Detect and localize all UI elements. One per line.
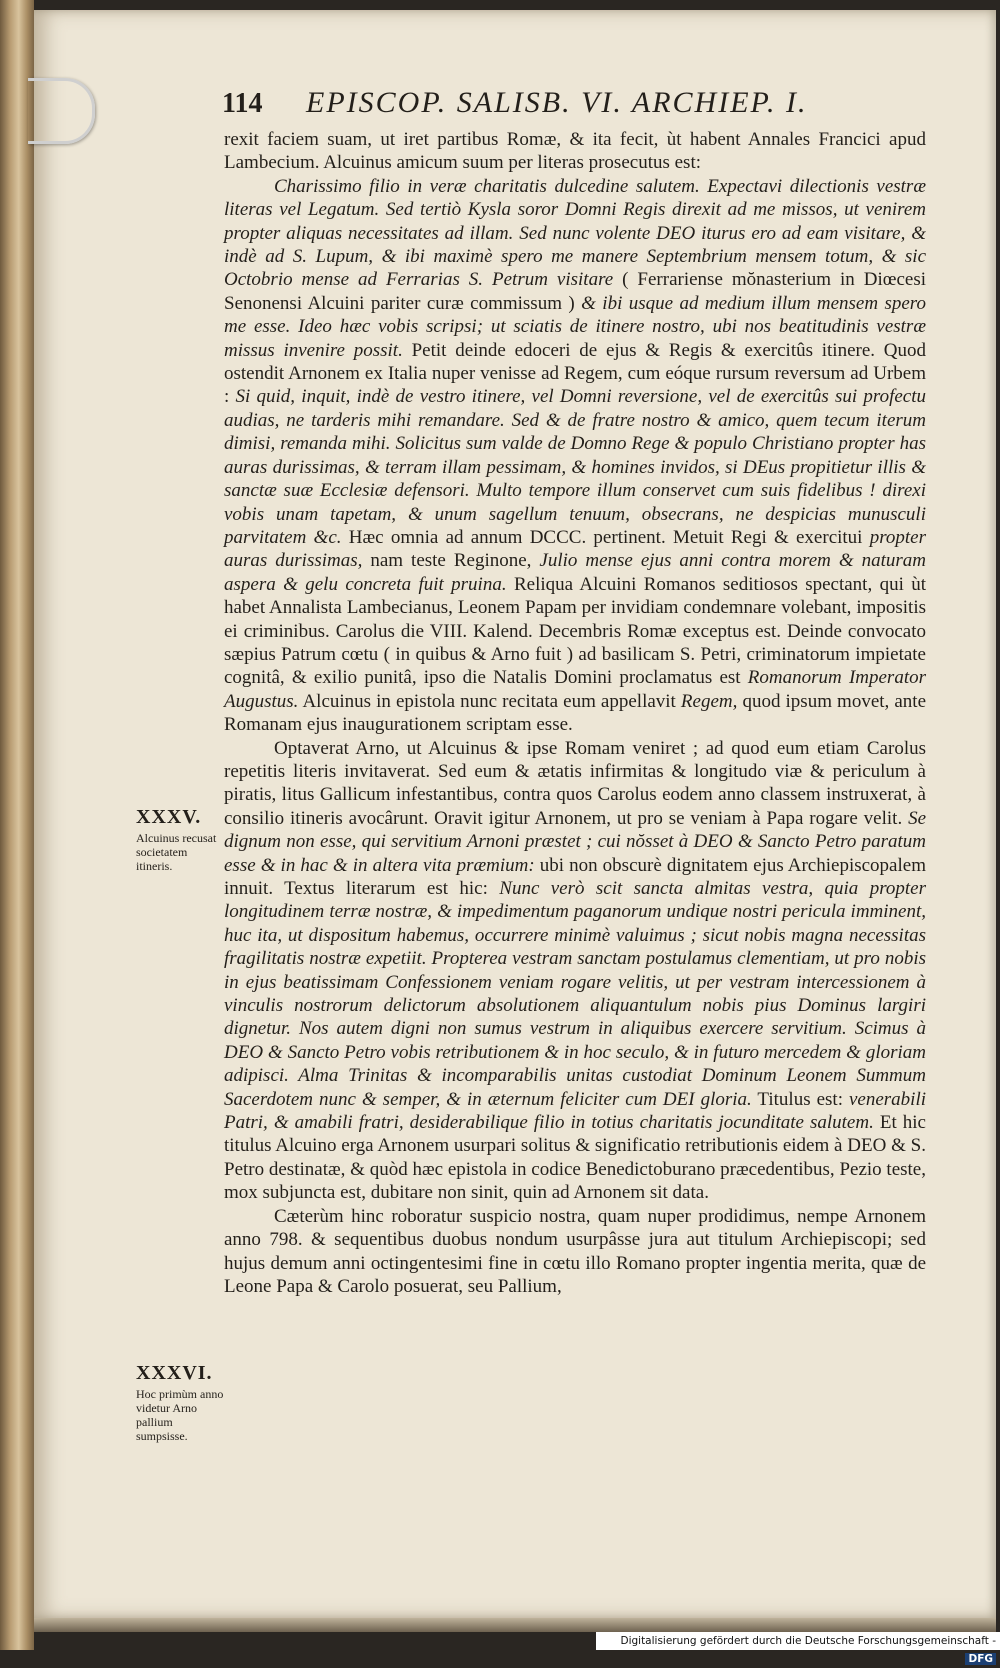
margin-note-35 bbox=[136, 806, 224, 873]
page-bottom-edge bbox=[34, 1618, 996, 1632]
margin-note-text: Hoc primùm anno videtur Arno pallium sumpsisse. bbox=[136, 1387, 224, 1443]
paragraph-4: Cæterùm hinc roboratur suspicio nostra, quam nuper prodidimus, nempe Arnonem anno 798. & sequentibus duobus nondum usurpâsse jura aut titulum Archiepiscopi; sed hujus demum anni octingentesimi fine in cœtu illo Romano propter ingentia merita, quæ de Leone Papa & Carolo posuerat, seu Pallium, bbox=[224, 1205, 926, 1297]
body-text bbox=[224, 128, 926, 1298]
page-number: 114 bbox=[222, 88, 263, 119]
margin-note-text: Alcuinus recusat societatem itineris. bbox=[136, 831, 217, 873]
paragraph-3: Optaverat Arno, ut Alcuinus & ipse Romam veniret ; ad quod eum etiam Carolus repetitis literis invitaverat. Sed eum & ætatis infirmitas & longitudo viæ & periculum à piratis, litus Gallicum infestantibus, contra quos Carolus eodem anno classem instruxerat, à consilio itineris avocârunt. Oravit igitur Arnonem, ut pro se veniam à Papa rogare velit. Se dignum non esse, qui servitium Arnoni præstet ; cui nŏsset à DEO & Sancto Petro paratum esse & in hac & in altera vita præmium: ubi non obscurè dignitatem ejus Archiepiscopalem innuit. Textus literarum est hic: Nunc verò scit sancta almitas vestra, quia propter longitudinem terræ nostræ, & impedimentum paganorum undique nostri pericula imminent, huc ita, ut dispositum habemus, occurrere minimè valuimus ; sicut nobis magna necessitas fragilitatis nostræ expetiit. Propterea vestram sanctam postulamus clementiam, ut pro nobis in ejus beatissimam Confessionem veniam rogare velitis, ut per vestram intercessionem à vinculis nostrorum delictorum absolutionem aliquantulum nobis pius Dominus largiri dignetur. Nos autem digni non sumus vestrum in aliquibus exercere servitium. Scimus à DEO & Sancto Petro vobis retributionem & in hoc seculo, & in futuro mercedem & gloriam adipisci. Alma Trinitas & incomparabilis unitas custodiat Dominum Leonem Summum Sacerdotem nunc & semper, & in æternum feliciter cum DEI gloria. Titulus est: venerabili Patri, & amabili fratri, desiderabilique filio in totius charitatis jocunditate salutem. Et hic titulus Alcuino erga Arnonem usurpari solitus & significatio retributionis eidem à DEO & S. Petro destinatæ, & quòd hæc epistola in codice Benedictoburano præcedentibus, Pezio teste, mox subjuncta est, dubitare non sinit, quin ad Arnonem sit data. bbox=[224, 737, 926, 1204]
running-head: EPISCOP. SALISB. VI. ARCHIEP. I. bbox=[306, 86, 808, 119]
margin-note-number: XXXVI. bbox=[136, 1362, 213, 1384]
book-edge bbox=[0, 0, 34, 1650]
margin-note-number: XXXV. bbox=[136, 806, 202, 828]
paper-clip-icon bbox=[28, 78, 95, 144]
dfg-logo: DFG bbox=[965, 1653, 996, 1665]
digitization-credit bbox=[596, 1632, 1000, 1665]
margin-note-36 bbox=[136, 1362, 224, 1443]
page-header bbox=[186, 82, 926, 128]
paragraph-2: Charissimo filio in veræ charitatis dulcedine salutem. Expectavi dilectionis vestræ literas vel Legatum. Sed tertiò Kysla soror Domni Regis direxit ad me missos, ut venirem propter aliquas necessitates ad illam. Sed nunc volente DEO iturus ero ad eam visitare, & indè ad S. Lupum, & ibi maximè spero me manere Septembrium mensem totum, & sic Octobrio mense ad Ferrarias S. Petrum visitare ( Ferrariense mŏnasterium in Diœcesi Senonensi Alcuini pariter curæ commissum ) & ibi usque ad medium illum mensem spero me esse. Ideo hæc vobis scripsi; ut sciatis de itinere nostro, ubi nos beatitudinis vestræ missus invenire possit. Petit deinde edoceri de ejus & Regis & exercitûs itinere. Quod ostendit Arnonem ex Italia nuper venisse ad Regem, cum eóque rursum reversum ad Urbem : Si quid, inquit, indè de vestro itinere, vel Domni reversione, vel de exercitûs sui profectu audias, ne tarderis mihi remandare. Sed & de fratre nostro & amico, quem tecum iterum dimisi, remanda mihi. Solicitus sum valde de Domno Rege & populo Christiano propter has auras durissimas, & terram illam pessimam, & homines invidos, si DEus propitietur illis & sanctæ suæ Ecclesiæ defensori. Multo tempore illum conservet cum suis fidelibus ! direxi vobis unam tapetam, & unum sagellum tenuum, obsecrans, ne despicias munusculi parvitatem &c. Hæc omnia ad annum DCCC. pertinent. Metuit Regi & exercitui propter auras durissimas, nam teste Reginone, Julio mense ejus anni contra morem & naturam aspera & gelu concreta fuit pruina. Reliqua Alcuini Romanos seditiosos spectant, qui ùt habet Annalista Lambecianus, Leonem Papam per invidiam condemnare volebant, impositis ei criminibus. Carolus die VIII. Kalend. Decembris Romæ exceptus est. Deinde convocato sæpius Patrum cœtu ( in quibus & Arno fuit ) ad basilicam S. Petri, criminatorum impietate cognitâ, & exilio punitâ, ipso die Natalis Domini proclamatus est Romanorum Imperator Augustus. Alcuinus in epistola nunc recitata eum appellavit Regem, quod ipsum movet, ante Romanam ejus inaugurationem scriptam esse. bbox=[224, 175, 927, 736]
credit-text: Digitalisierung gefördert durch die Deutsche Forschungsgemeinschaft - bbox=[620, 1635, 996, 1647]
paragraph-1: rexit faciem suam, ut iret partibus Romæ, & ita fecit, ùt habent Annales Francici apud Lambecium. Alcuinus amicum suum per literas prosecutus est: bbox=[224, 129, 926, 174]
